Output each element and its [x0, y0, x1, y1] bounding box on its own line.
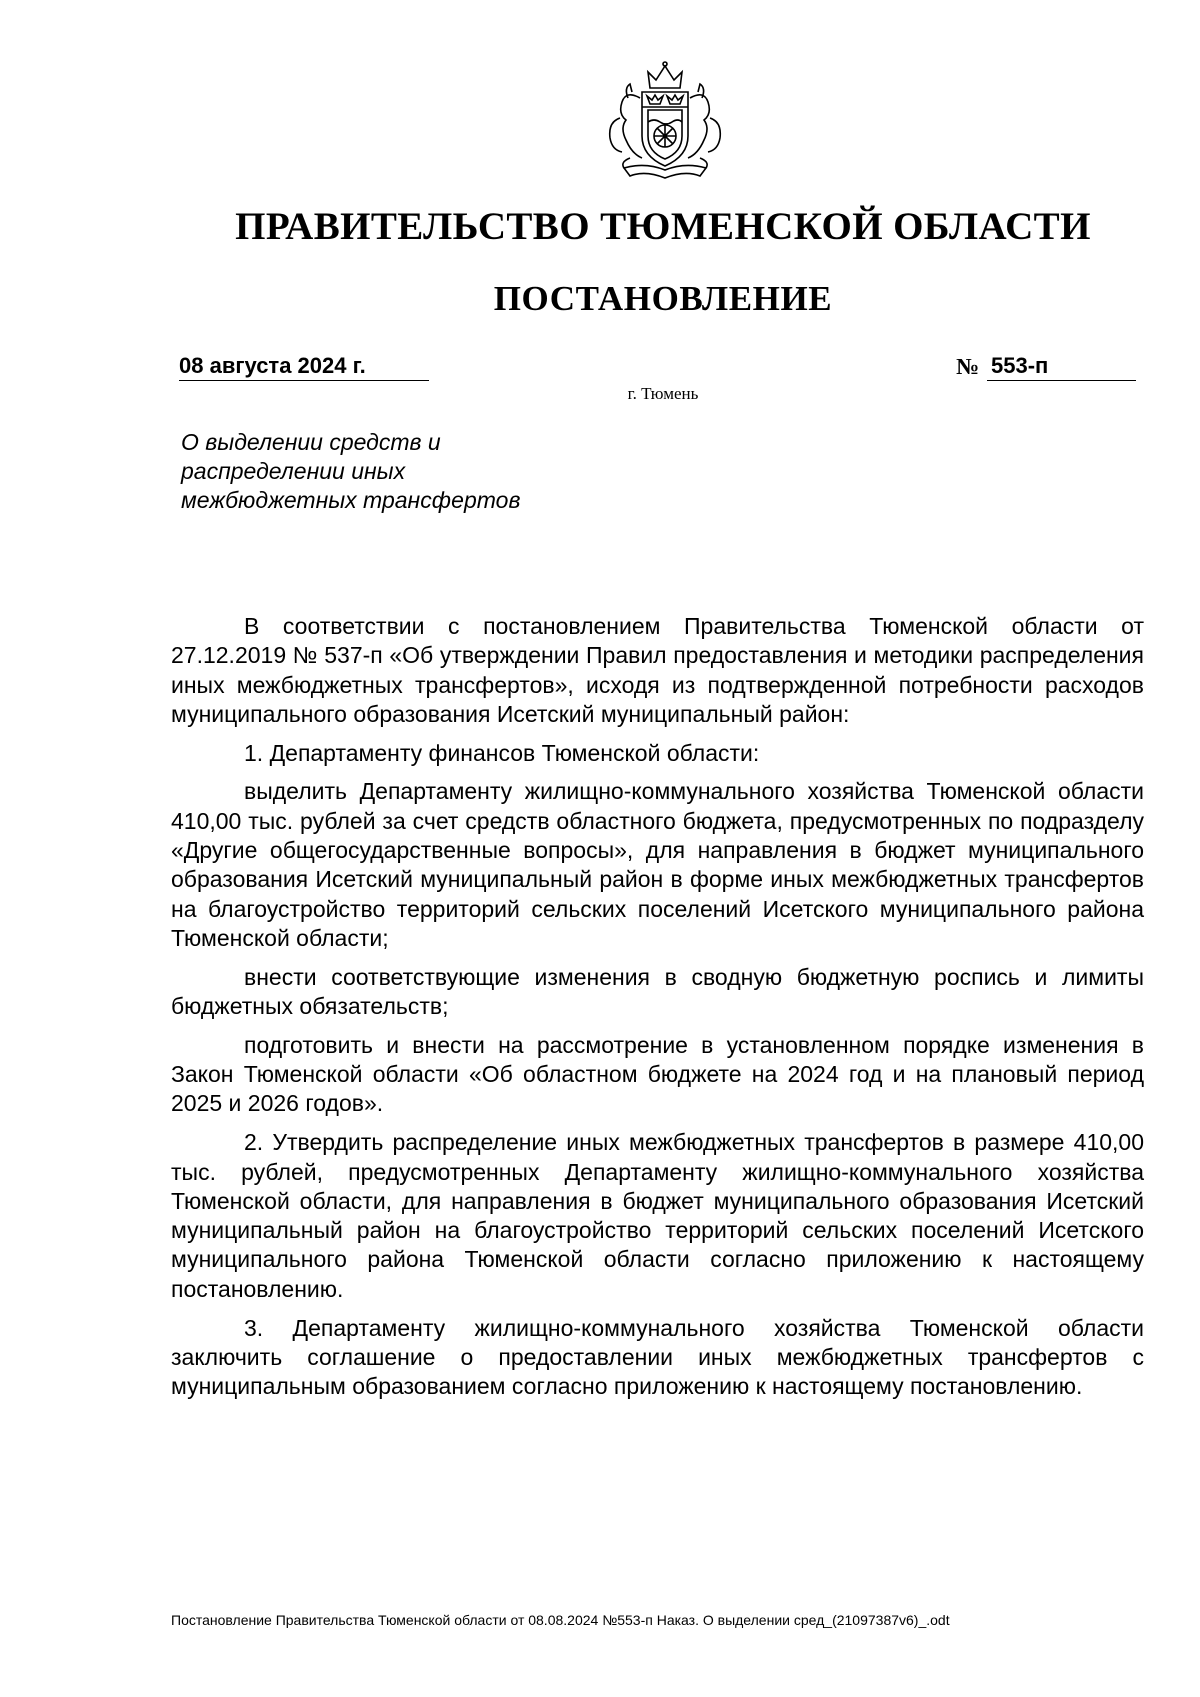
body-paragraph-budget-changes: внести соответствующие изменения в сводную бюджетную роспись и лимиты бюджетных обязательств;: [171, 963, 1144, 1020]
body-paragraph-preamble: В соответствии с постановлением Правительства Тюменской области от 27.12.2019 № 537-п «Об утверждении Правил предоставления и методики распределения иных межбюджетных трансфертов», исходя из подтвержденной потребности расходов муниципального образования Исетский муниципальный район:: [171, 613, 1144, 727]
body-paragraph-allocate: выделить Департаменту жилищно-коммунального хозяйства Тюменской области 410,00 тыс. рублей за счет средств областного бюджета, предусмотренных по подразделу «Другие общегосударственные вопросы», для направления в бюджет муниципального образования Исетский муниципальный район в форме иных межбюджетных трансфертов на благоустройство территорий сельских поселений Исетского муниципального района Тюменской области;: [171, 778, 1144, 951]
body-paragraph-law-changes: подготовить и внести на рассмотрение в установленном порядке изменения в Закон Тюменской области «Об областном бюджете на 2024 год и на плановый период 2025 и 2026 годов».: [171, 1031, 1144, 1117]
document-number: 553-п: [987, 351, 1136, 381]
document-type-title: ПОСТАНОВЛЕНИЕ: [493, 279, 833, 318]
subject-line: О выделении средств и: [181, 429, 441, 455]
page-footer: Постановление Правительства Тюменской области от 08.08.2024 №553-п Наказ. О выделении сред_(21097387v6)_.odt: [171, 1612, 950, 1628]
document-body: [171, 612, 1144, 1411]
body-paragraph-item-1: 1. Департаменту финансов Тюменской области:: [244, 739, 760, 766]
coat-of-arms-icon: [590, 58, 740, 188]
government-title: ПРАВИТЕЛЬСТВО ТЮМЕНСКОЙ ОБЛАСТИ: [235, 205, 1091, 248]
document-subject: [181, 428, 520, 515]
body-paragraph-item-3: 3. Департаменту жилищно-коммунального хозяйства Тюменской области заключить соглашение о предоставлении иных межбюджетных трансфертов с муниципальным образованием согласно приложению к настоящему постановлению.: [171, 1314, 1144, 1400]
number-label: №: [956, 354, 980, 379]
subject-line: межбюджетных трансфертов: [181, 487, 521, 513]
body-paragraph-item-2: 2. Утвердить распределение иных межбюджетных трансфертов в размере 410,00 тыс. рублей, предусмотренных Департаменту жилищно-коммунального хозяйства Тюменской области, для направления в бюджет муниципального образования Исетский муниципальный район на благоустройство территорий сельских поселений Исетского муниципального района Тюменской области согласно приложению к настоящему постановлению.: [171, 1129, 1144, 1302]
city-name: г. Тюмень: [627, 384, 699, 403]
document-date: 08 августа 2024 г.: [179, 351, 429, 381]
subject-line: распределении иных: [181, 458, 406, 484]
